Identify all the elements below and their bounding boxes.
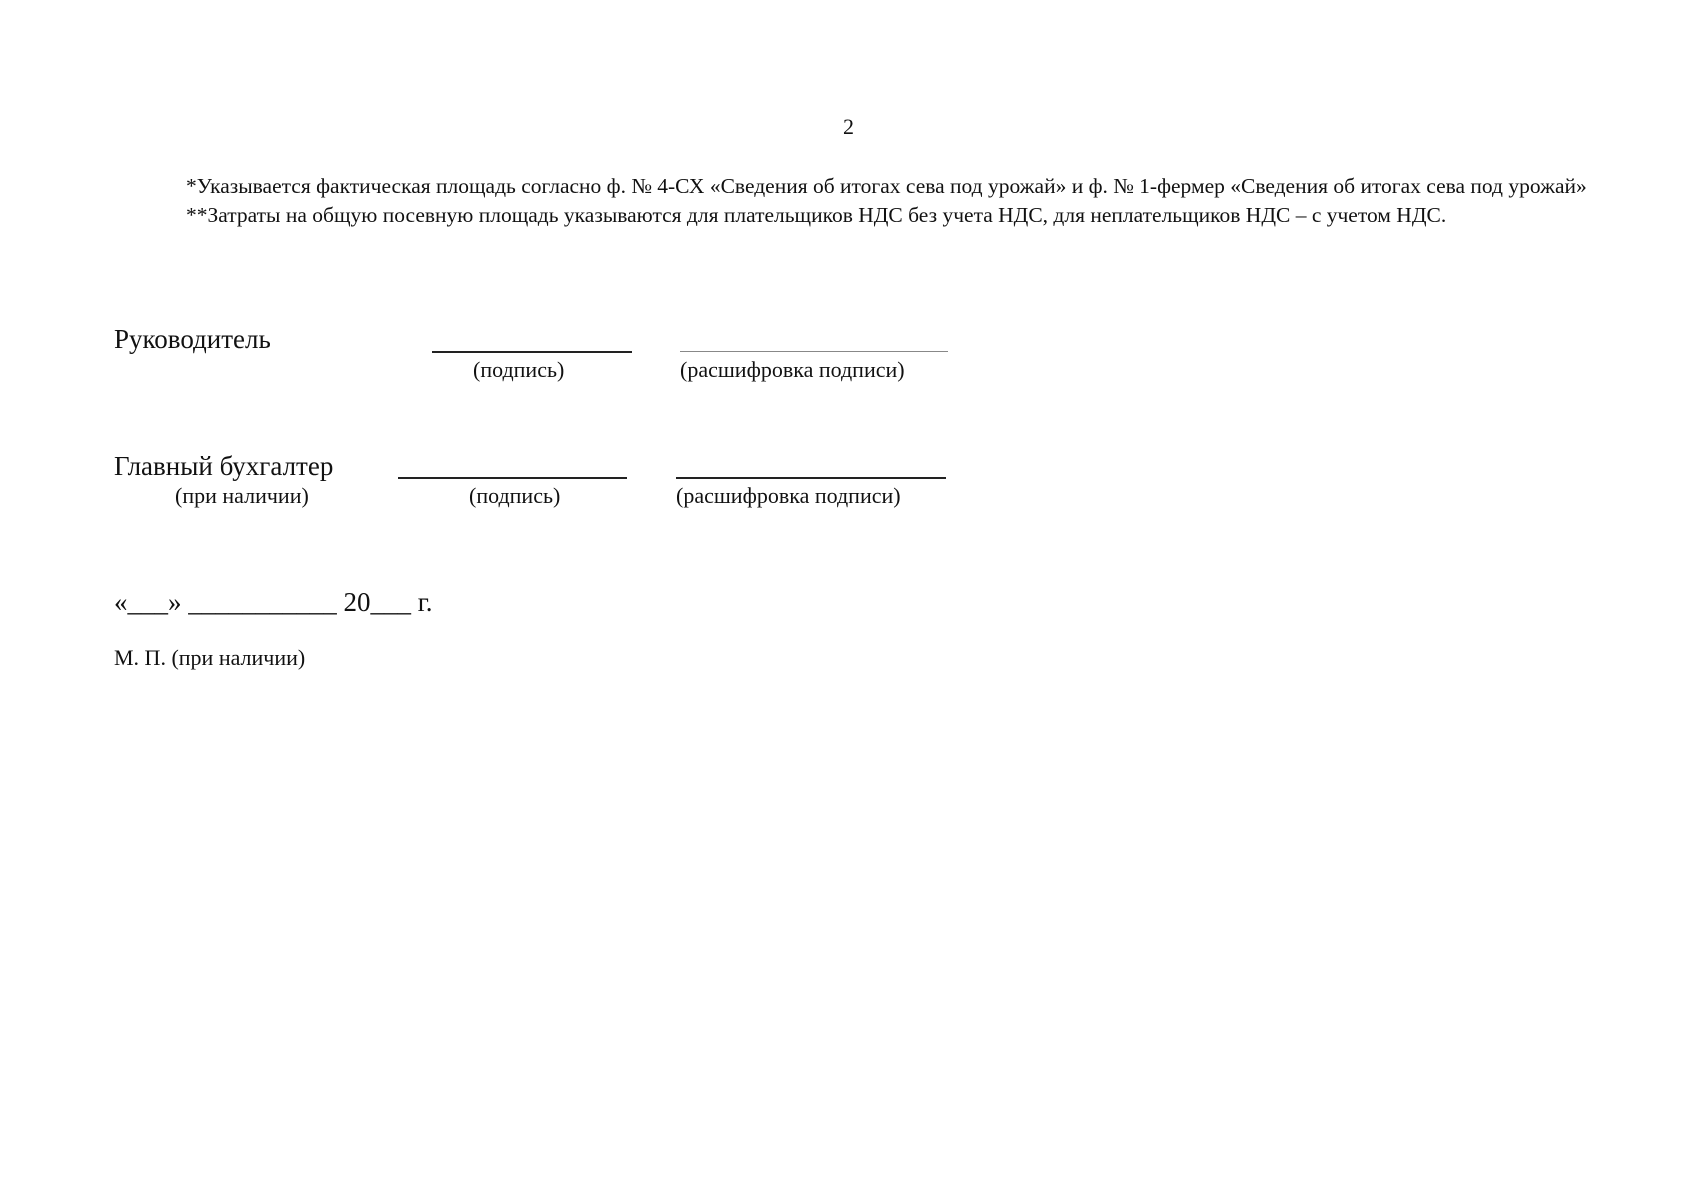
head-signature-caption: (подпись) — [473, 357, 565, 382]
accountant-signature-caption: (подпись) — [469, 483, 561, 508]
stamp-note: М. П. (при наличии) — [114, 645, 306, 670]
accountant-decoding-caption: (расшифровка подписи) — [676, 483, 901, 508]
accountant-label: Главный бухгалтер — [114, 451, 334, 481]
head-label: Руководитель — [114, 324, 271, 354]
head-decoding-line — [680, 351, 948, 352]
footnotes — [114, 172, 1592, 230]
accountant-sub-label: (при наличии) — [175, 483, 309, 508]
page-number: 2 — [843, 114, 854, 139]
accountant-decoding-line — [676, 477, 946, 479]
footnote-area-source: *Указывается фактическая площадь согласно ф. № 4-СХ «Сведения об итогах сева под урожай» и ф. № 1-фермер «Сведения об итогах сева под урожай» — [186, 174, 1587, 198]
accountant-signature-line — [398, 477, 627, 479]
footnote-vat: **Затраты на общую посевную площадь указываются для плательщиков НДС без учета НДС, для неплательщиков НДС – с учетом НДС. — [186, 203, 1447, 227]
head-decoding-caption: (расшифровка подписи) — [680, 357, 905, 382]
head-signature-line — [432, 351, 632, 353]
date-line: «___» ___________ 20___ г. — [114, 587, 433, 617]
